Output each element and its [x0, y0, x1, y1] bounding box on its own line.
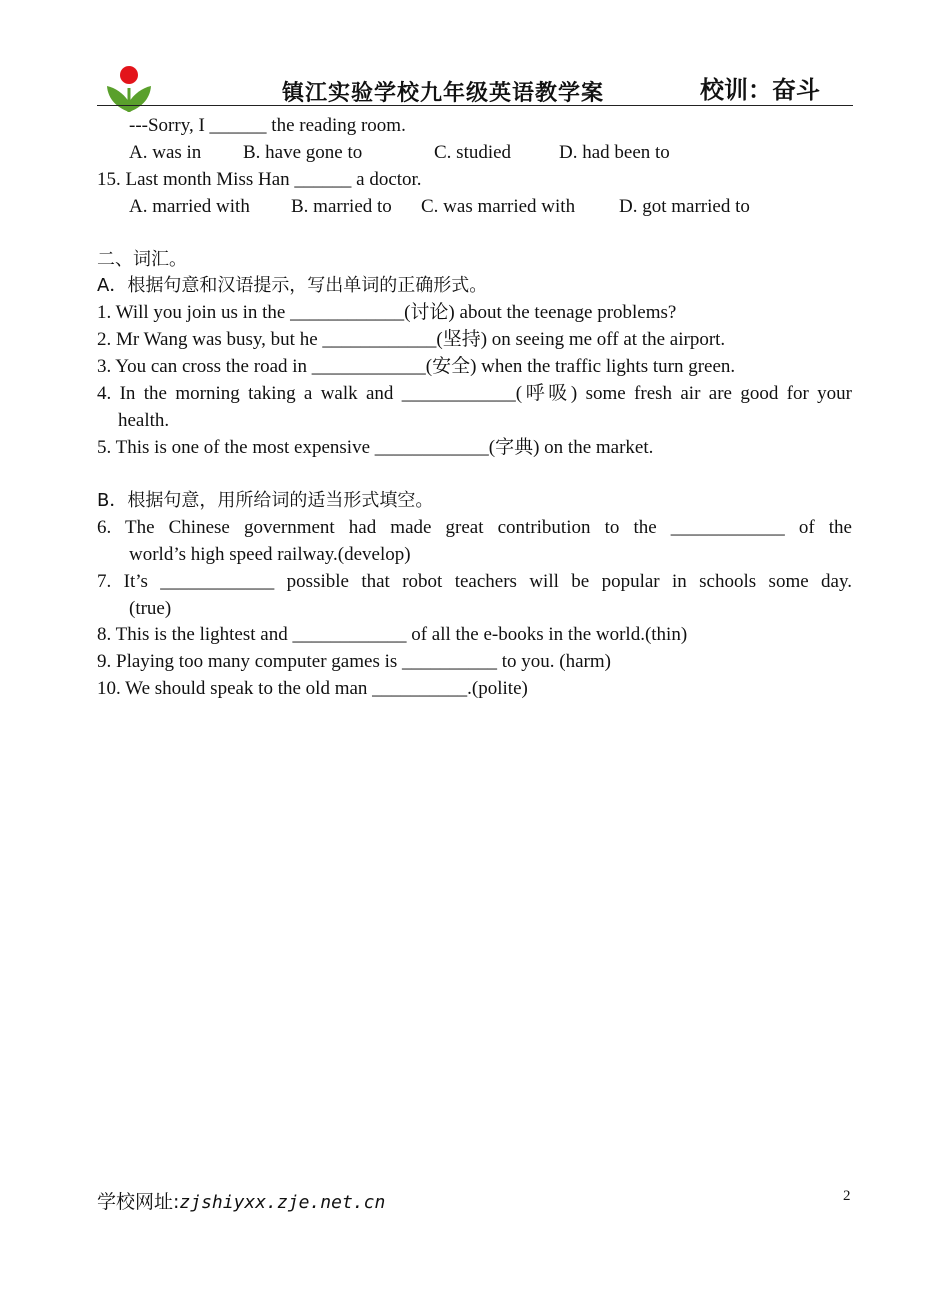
q14-option-c: C. studied [434, 142, 512, 163]
section-heading: 二、词汇。 [97, 249, 187, 270]
document-title: 镇江实验学校九年级英语教学案 [282, 80, 605, 106]
question-6-line-2: world’s high speed railway.(develop) [129, 544, 411, 565]
q14-option-d: D. had been to [559, 142, 670, 163]
footer-website-url[interactable]: zjshiyxx.zje.net.cn [179, 1192, 386, 1213]
q15-option-a: A. married with [129, 196, 250, 217]
footer-website [97, 1187, 385, 1214]
question-1: 1. Will you join us in the ____________(讨论) about the teenage problems? [97, 302, 677, 323]
question-2: 2. Mr Wang was busy, but he ____________(坚持) on seeing me off at the airport. [97, 329, 726, 350]
page-number: 2 [843, 1188, 851, 1204]
footer-website-label: 学校网址: [97, 1191, 180, 1213]
question-4-line-1: 4. In the morning taking a walk and ____________(呼吸) some fresh air are good for your [97, 383, 852, 404]
school-motto: 校训：奋斗 [700, 76, 820, 104]
q14-option-a: A. was in [129, 142, 202, 163]
q15-option-b: B. married to [291, 196, 392, 217]
q14-answer-line: ---Sorry, I ______ the reading room. [129, 115, 406, 136]
q15-option-d: D. got married to [619, 196, 750, 217]
q15-option-c: C. was married with [421, 196, 576, 217]
school-logo-icon [104, 64, 154, 114]
question-7-line-2: (true) [129, 598, 172, 619]
question-9: 9. Playing too many computer games is __________ to you. (harm) [97, 651, 611, 672]
question-5: 5. This is one of the most expensive ____________(字典) on the market. [97, 437, 654, 458]
question-7-line-1: 7. It’s ____________ possible that robot teachers will be popular in schools some day. [97, 571, 852, 592]
question-10: 10. We should speak to the old man __________.(polite) [97, 678, 528, 699]
question-3: 3. You can cross the road in ____________(安全) when the traffic lights turn green. [97, 356, 736, 377]
question-8: 8. This is the lightest and ____________ of all the e-books in the world.(thin) [97, 624, 688, 645]
q15-options [0, 194, 950, 220]
question-4-line-2: health. [118, 410, 170, 431]
header-divider [97, 105, 853, 106]
part-a-instruction: A．根据句意和汉语提示，写出单词的正确形式。 [97, 275, 488, 296]
part-b-instruction: B．根据句意，用所给词的适当形式填空。 [97, 490, 434, 511]
q15-stem: 15. Last month Miss Han ______ a doctor. [97, 169, 422, 190]
q14-options [0, 140, 950, 166]
q14-option-b: B. have gone to [243, 142, 363, 163]
question-6-line-1: 6. The Chinese government had made great contribution to the ____________ of the [97, 517, 852, 538]
